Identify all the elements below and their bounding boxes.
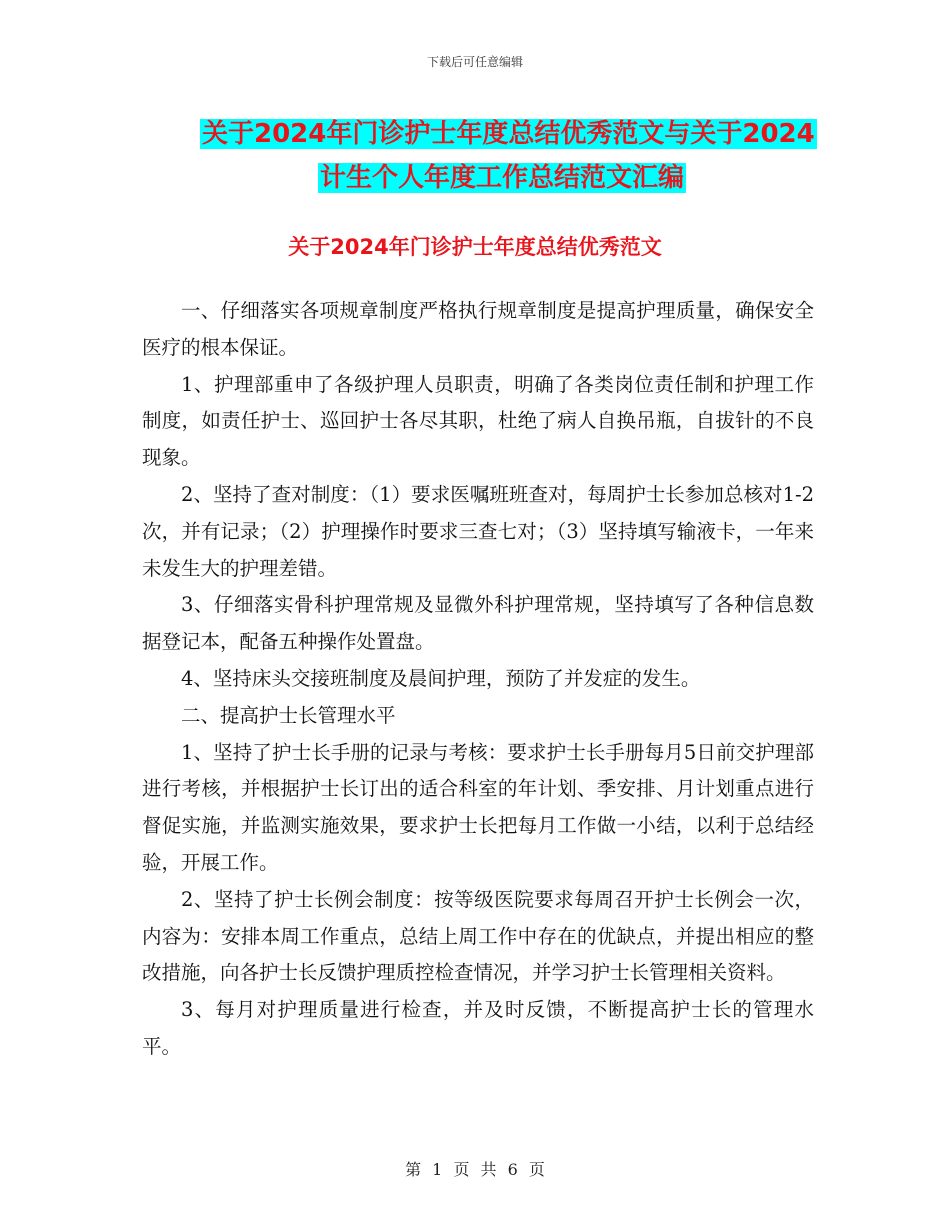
- title-highlight-1: 关于2024年门诊护士年度总结优秀范文与关于2024: [202, 119, 815, 149]
- document-title: [200, 112, 820, 200]
- paragraph: 4、坚持床头交接班制度及晨间护理，预防了并发症的发生。: [181, 666, 701, 690]
- paragraph: 1、护理部重申了各级护理人员职责，明确了各类岗位责任制和护理工作制度，如责任护士、巡回护士各尽其职，杜绝了病人自换吊瓶，自拔针的不良现象。: [142, 372, 814, 470]
- document-body: [142, 293, 814, 1066]
- paragraph: 3、每月对护理质量进行检查，并及时反馈，不断提高护士长的管理水平。: [142, 998, 814, 1058]
- page-number-footer: 第 1 页 共 6 页: [405, 1160, 545, 1179]
- document-title-line-2: [318, 156, 820, 200]
- header-note: 下载后可任意编辑: [426, 55, 523, 69]
- title-highlight-2: 计生个人年度工作总结范文汇编: [320, 163, 685, 193]
- paragraph: 2、坚持了护士长例会制度：按等级医院要求每周召开护士长例会一次，内容为：安排本周工作重点，总结上周工作中存在的优缺点，并提出相应的整改措施，向各护士长反馈护理质控检查情况，并学习护士长管理相关资料。: [142, 887, 814, 985]
- paragraph: 一、仔细落实各项规章制度严格执行规章制度是提高护理质量，确保安全医疗的根本保证。: [142, 299, 814, 359]
- paragraph: 3、仔细落实骨科护理常规及显微外科护理常规，坚持填写了各种信息数据登记本，配备五种操作处置盘。: [142, 593, 814, 654]
- section-title: 关于2024年门诊护士年度总结优秀范文: [288, 235, 662, 259]
- paragraph: 1、坚持了护士长手册的记录与考核：要求护士长手册每月5日前交护理部进行考核，并根据护士长订出的适合科室的年计划、季安排、月计划重点进行督促实施，并监测实施效果，要求护士长把每月工作做一小结，以利于总结经验，开展工作。: [142, 740, 814, 874]
- paragraph: 2、坚持了查对制度：（1）要求医嘱班班查对，每周护士长参加总核对1-2次，并有记录；（2）护理操作时要求三查七对；（3）坚持填写输液卡，一年来未发生大的护理差错。: [142, 482, 814, 580]
- document-title-line-1: [200, 112, 820, 156]
- paragraph: 二、提高护士长管理水平: [181, 703, 396, 727]
